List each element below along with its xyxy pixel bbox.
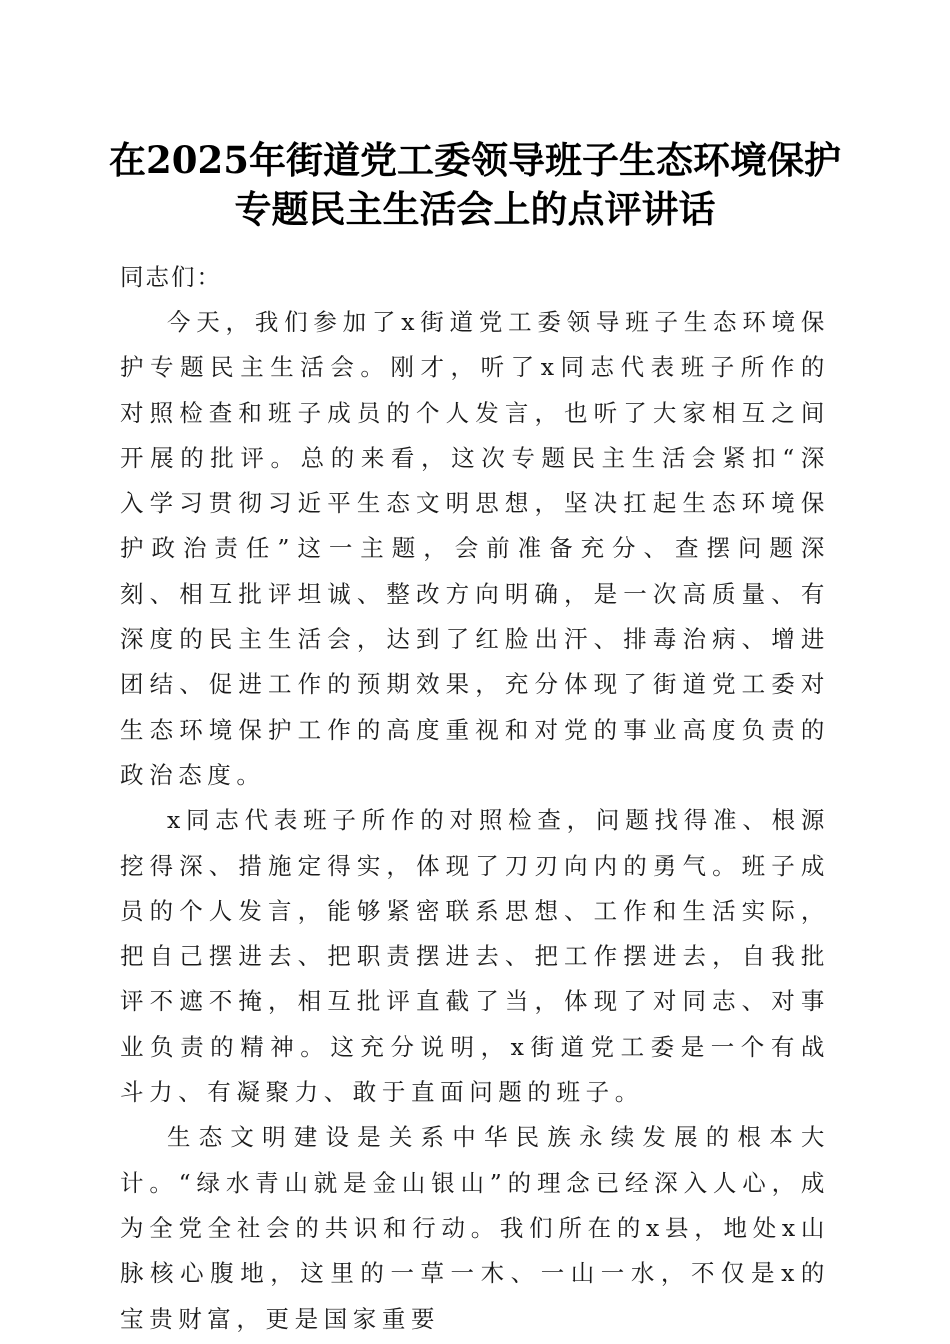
paragraph-3: 生态文明建设是关系中华民族永续发展的根本大计。“绿水青山就是金山银山”的理念已经深入人心，成为全党全社会的共识和行动。我们所在的x县，地处x山脉核心腹地，这里的一草一木、一山一水，不仅是x的宝贵财富，更是国家重要 [120,1123,830,1333]
document-body [120,255,830,1342]
salutation: 同志们： [120,263,222,291]
paragraph-2: x同志代表班子所作的对照检查，问题找得准、根源挖得深、措施定得实，体现了刀刃向内的勇气。班子成员的个人发言，能够紧密联系思想、工作和生活实际，把自己摆进去、把职责摆进去、把工作摆进去，自我批评不遮不掩，相互批评直截了当，体现了对同志、对事业负责的精神。这充分说明，x街道党工委是一个有战斗力、有凝聚力、敢于直面问题的班子。 [120,806,830,1107]
paragraph-1: 今天，我们参加了x街道党工委领导班子生态环境保护专题民主生活会。刚才，听了x同志代表班子所作的对照检查和班子成员的个人发言，也听了大家相互之间开展的批评。总的来看，这次专题民主生活会紧扣“深入学习贯彻习近平生态文明思想，坚决扛起生态环境保护政治责任”这一主题，会前准备充分、查摆问题深刻、相互批评坦诚、整改方向明确，是一次高质量、有深度的民主生活会，达到了红脸出汗、排毒治病、增进团结、促进工作的预期效果，充分体现了街道党工委对生态环境保护工作的高度重视和对党的事业高度负责的政治态度。 [120,308,830,789]
document-title-line-1: 在2025年街道党工委领导班子生态环境保护 [109,138,841,182]
document-title-line-2: 专题民主生活会上的点评讲话 [234,187,716,231]
